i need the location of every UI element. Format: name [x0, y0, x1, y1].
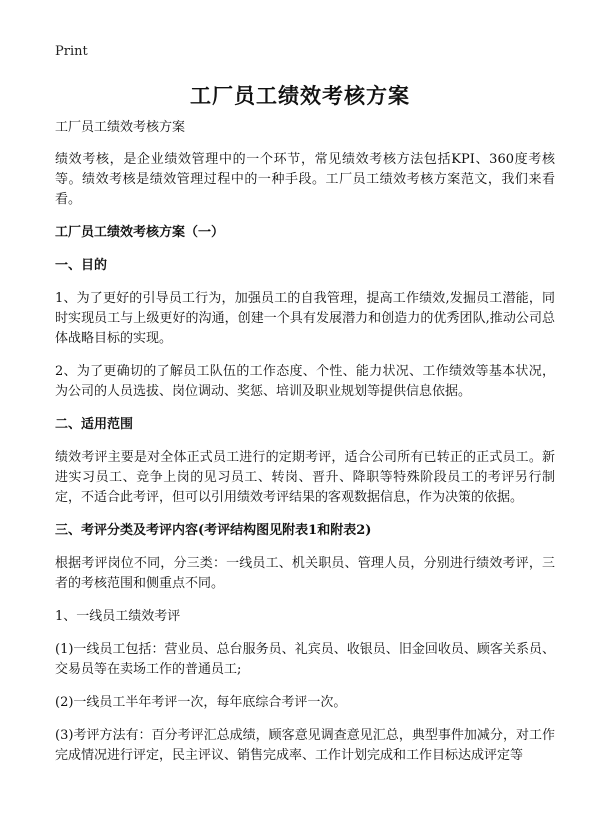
- section3-item-2: (2)一线员工半年考评一次，每年底综合考评一次。: [55, 695, 347, 710]
- section1-paragraph-1: 1、为了更好的引导员工行为，加强员工的自我管理，提高工作绩效,发掘员工潜能，同时实现员工与上级更好的沟通，创建一个具有发展潜力和创造力的优秀团队,推动公司总体战略目标的实现。: [55, 291, 555, 346]
- document-body: [55, 118, 555, 779]
- section3-heading: 三、考评分类及考评内容(考评结构图见附表1和附表2): [55, 523, 372, 538]
- section3-paragraph-1: 根据考评岗位不同，分三类：一线员工、机关职员、管理人员，分别进行绩效考评，三者的考核范围和侧重点不同。: [55, 556, 555, 591]
- section3-item-1: (1)一线员工包括：营业员、总台服务员、礼宾员、收银员、旧金回收员、顾客关系员、交易员等在卖场工作的普通员工;: [55, 642, 555, 677]
- intro-paragraph: 绩效考核，是企业绩效管理中的一个环节，常见绩效考核方法包括KPI、360度考核等。绩效考核是绩效管理过程中的一种手段。工厂员工绩效考核方案范文，我们来看看。: [55, 152, 555, 207]
- part1-heading: 工厂员工绩效考核方案（一）: [55, 225, 225, 240]
- section3-subheading-1: 1、一线员工绩效考评: [55, 609, 181, 624]
- document-subtitle: 工厂员工绩效考核方案: [55, 120, 186, 135]
- print-label: Print: [55, 44, 88, 59]
- section1-heading: 一、目的: [55, 258, 108, 273]
- page-title: 工厂员工绩效考核方案: [190, 83, 410, 108]
- section2-heading: 二、适用范围: [55, 417, 134, 432]
- section2-paragraph-1: 绩效考评主要是对全体正式员工进行的定期考评，适合公司所有已转正的正式员工。新进实习员工、竞争上岗的见习员工、转岗、晋升、降职等特殊阶段员工的考评另行制定，不适合此考评，但可以引用绩效考评结果的客观数据信息，作为决策的依据。: [55, 450, 555, 505]
- section1-paragraph-2: 2、为了更确切的了解员工队伍的工作态度、个性、能力状况、工作绩效等基本状况，为公司的人员选拔、岗位调动、奖惩、培训及职业规划等提供信息依据。: [55, 364, 555, 399]
- section3-item-3: (3)考评方法有：百分考评汇总成绩，顾客意见调查意见汇总，典型事件加减分，对工作完成情况进行评定，民主评议、销售完成率、工作计划完成和工作目标达成评定等: [55, 728, 555, 763]
